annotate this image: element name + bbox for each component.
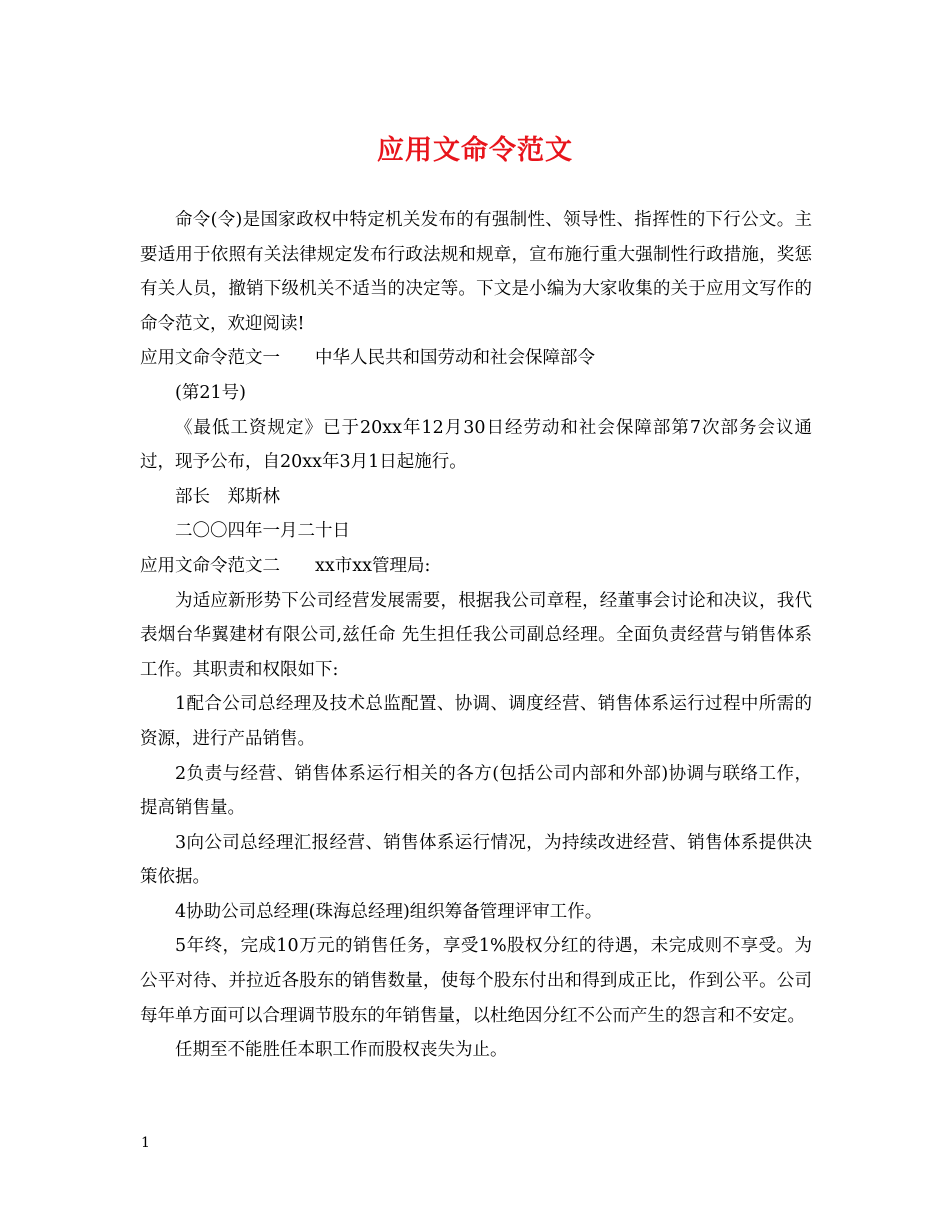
date-line: 二〇〇四年一月二十日 bbox=[175, 521, 350, 542]
paragraph: 任期至不能胜任本职工作而股权丧失为止。 bbox=[175, 1040, 508, 1061]
paragraph: (第21号) bbox=[175, 382, 246, 403]
paragraph: 《最低工资规定》已于20xx年12月30日经劳动和社会保障部第7次部务会议通过，现予公布，自20xx年3月1日起施行。 bbox=[140, 417, 812, 473]
paragraph: 4协助公司总经理(珠海总经理)组织筹备管理评审工作。 bbox=[175, 901, 603, 922]
paragraph: 为适应新形势下公司经营发展需要，根据我公司章程，经董事会讨论和决议，我代表烟台华翼建材有限公司,兹任命 先生担任我公司副总经理。全面负责经营与销售体系工作。其职责和权限如下: bbox=[140, 590, 812, 680]
section-heading: 应用文命令范文二 xx市xx管理局: bbox=[140, 555, 431, 576]
page-number: 1 bbox=[141, 1135, 150, 1151]
paragraph: 3向公司总经理汇报经营、销售体系运行情况，为持续改进经营、销售体系提供决策依据。 bbox=[140, 832, 812, 888]
section-heading: 应用文命令范文一 中华人民共和国劳动和社会保障部令 bbox=[140, 348, 595, 369]
document-body bbox=[140, 203, 812, 1068]
paragraph: 命令(令)是国家政权中特定机关发布的有强制性、领导性、指挥性的下行公文。主要适用于依照有关法律规定发布行政法规和规章，宣布施行重大强制性行政措施，奖惩有关人员，撤销下级机关不适当的决定等。下文是小编为大家收集的关于应用文写作的命令范文，欢迎阅读! bbox=[140, 210, 812, 334]
paragraph: 1配合公司总经理及技术总监配置、协调、调度经营、销售体系运行过程中所需的资源，进行产品销售。 bbox=[140, 694, 812, 749]
document-title: 应用文命令范文 bbox=[377, 135, 573, 166]
paragraph: 5年终，完成10万元的销售任务，享受1%股权分红的待遇，未完成则不享受。为公平对待、并拉近各股东的销售数量，使每个股东付出和得到成正比，作到公平。公司每年单方面可以合理调节股东的年销售量，以杜绝因分红不公而产生的怨言和不安定。 bbox=[140, 936, 812, 1026]
paragraph: 2负责与经营、销售体系运行相关的各方(包括公司内部和外部)协调与联络工作，提高销售量。 bbox=[140, 763, 812, 819]
signature-line: 部长 郑斯林 bbox=[175, 486, 280, 507]
